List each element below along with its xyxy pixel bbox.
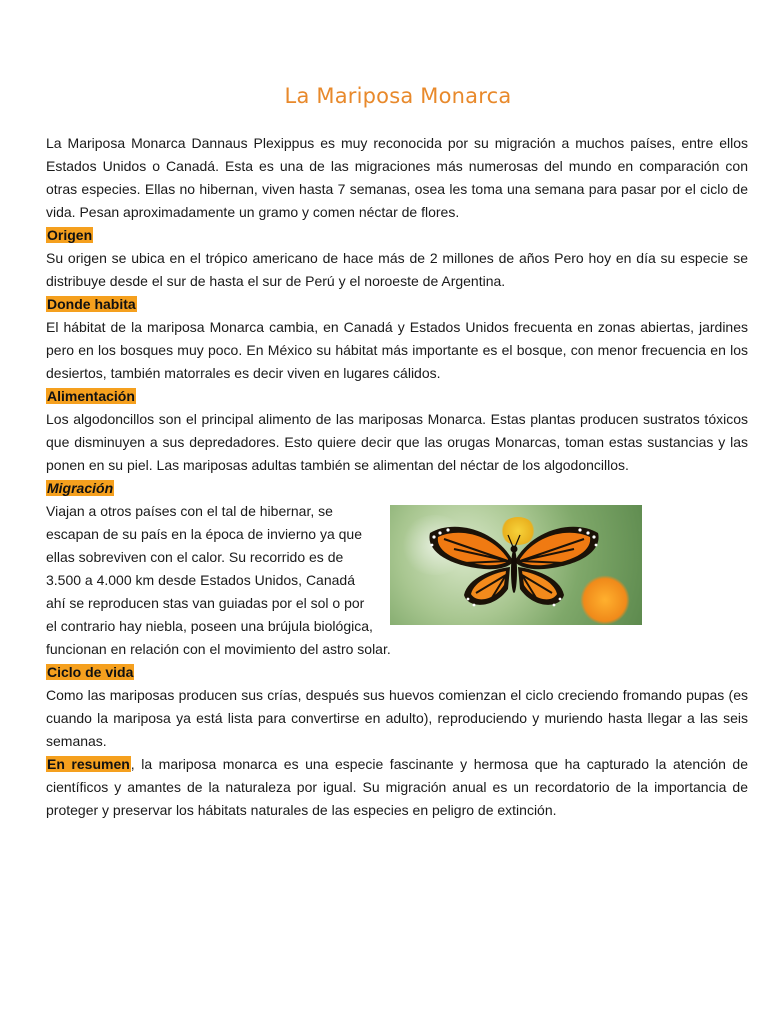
heading-alimentacion-label: Alimentación xyxy=(47,388,135,404)
heading-alimentacion xyxy=(46,385,748,408)
heading-origen-label: Origen xyxy=(47,227,93,243)
monarch-butterfly-photo xyxy=(390,505,642,625)
alimentacion-paragraph: Los algodoncillos son el principal alimento de las mariposas Monarca. Estas plantas producen sustratos tóxicos que disminuyen a sus depredadores. Esto quiere decir que las orugas Monarcas, toman estas sustancias y las ponen en su piel. Las mariposas adultas también se alimentan del néctar de los algodoncillos. xyxy=(46,411,748,473)
heading-origen xyxy=(46,224,748,247)
document-body xyxy=(46,132,748,822)
origen-paragraph: Su origen se ubica en el trópico americano de hace más de 2 millones de años Pero hoy en día su especie se distribuye desde el sur de hasta el sur de Perú y el noroeste de Argentina. xyxy=(46,250,748,289)
heading-migracion-label: Migración xyxy=(47,480,114,496)
ciclo-paragraph: Como las mariposas producen sus crías, después sus huevos comienzan el ciclo creciendo fromando pupas (es cuando la mariposa ya está lista para convertirse en adulto), reproduciendo y muriendo hasta llegar a las seis semanas. xyxy=(46,687,748,749)
migracion-text-after: stas van guiadas por el sol o por el contrario hay niebla, poseen una brújula biológica, funcionan en relación con el movimiento del astro solar. xyxy=(46,595,391,657)
heading-ciclo-label: Ciclo de vida xyxy=(47,664,134,680)
page-title: La Mariposa Monarca xyxy=(284,84,512,108)
heading-resumen-label: En resumen xyxy=(47,756,130,772)
heading-migracion xyxy=(46,477,748,500)
resumen-text: , la mariposa monarca es una especie fascinante y hermosa que ha capturado la atención de científicos y amantes de la naturaleza por igual. Su migración anual es un recordatorio de la importancia de proteger y preservar los hábitats naturales de las especies en peligro de extinción. xyxy=(46,756,749,818)
butterfly-icon xyxy=(424,519,604,614)
intro-paragraph: La Mariposa Monarca Dannaus Plexippus es muy reconocida por su migración a muchos países, entre ellos Estados Unidos o Canadá. Esta es una de las migraciones más numerosas del mundo en comparación con otras especies. Ellas no hibernan, viven hasta 7 semanas, osea les toma una semana para pasar por el ciclo de vida. Pesan aproximadamente un gramo y comen néctar de flores. xyxy=(46,135,748,220)
heading-habita-label: Donde habita xyxy=(47,296,136,312)
heading-ciclo xyxy=(46,661,748,684)
heading-habita xyxy=(46,293,748,316)
resumen-paragraph xyxy=(46,753,748,822)
habita-paragraph: El hábitat de la mariposa Monarca cambia, en Canadá y Estados Unidos frecuenta en zonas abiertas, jardines pero en los bosques muy poco. En México su hábitat más importante es el bosque, con menor frecuencia en los desiertos, también matorrales es decir viven en lugares cálidos. xyxy=(46,319,748,381)
migracion-paragraph xyxy=(46,500,748,661)
migracion-text: Viajan a otros países con el tal de hibernar, se escapan de su país en la época de invierno ya que ellas sobreviven con el calor. Su recorrido es de 3.500 a 4.000 km desde Estados Unidos, Canadá ahí se reproducen xyxy=(46,503,363,611)
